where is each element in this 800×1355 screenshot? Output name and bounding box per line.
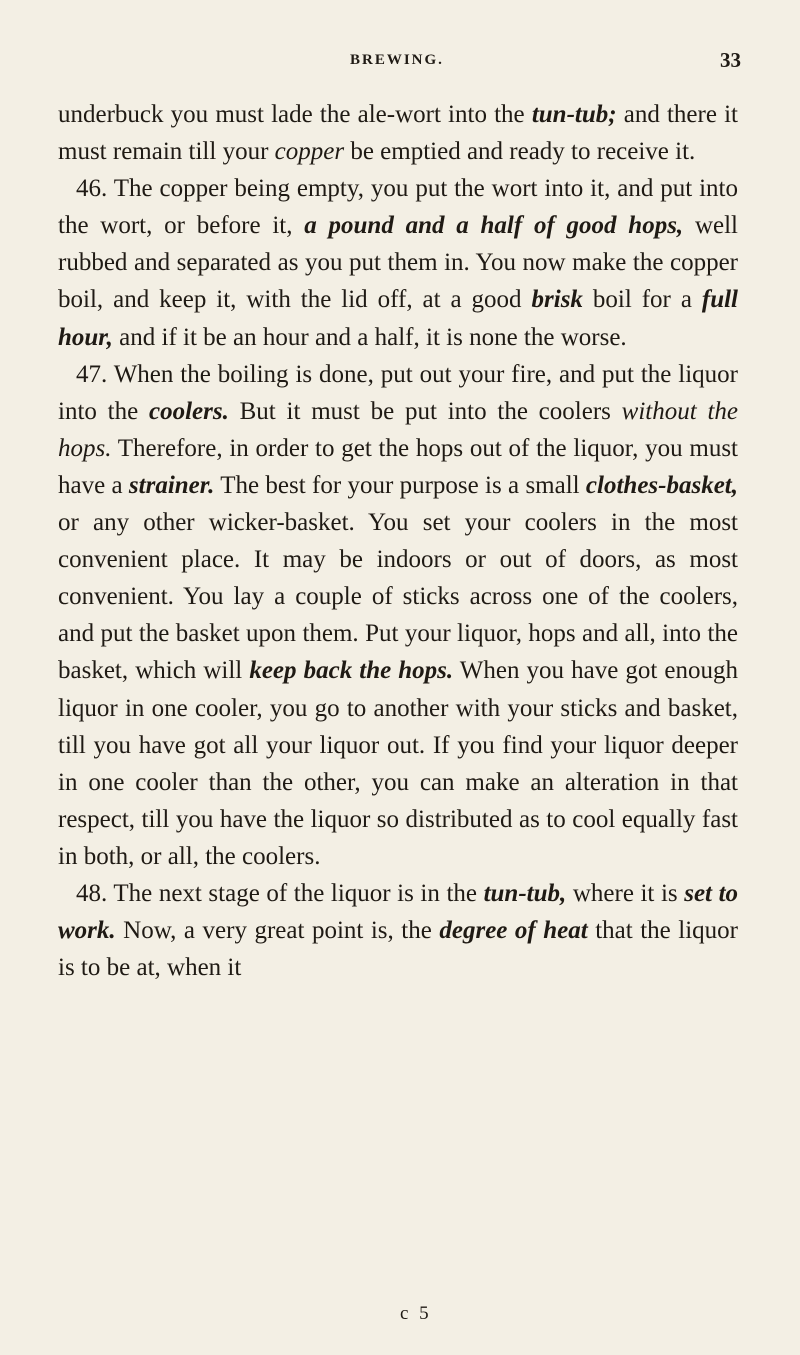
body-text <box>58 96 738 986</box>
text-run: But it must be put into the coolers <box>228 397 622 425</box>
text-run: where it is <box>566 879 685 907</box>
text-run: When you have got enough liquor in one cooler, you go to another with your sticks and basket, till you have got all your liquor out. If you find your liquor deeper in one cooler than the other, you can make an alteration in that respect, till you have the liquor so distributed as to cool equally fast in both, or all, the coolers. <box>58 657 739 870</box>
paragraph-48 <box>58 875 738 986</box>
text-run: underbuck you must lade the ale-wort into the <box>58 101 532 128</box>
text-run: The best for your purpose is a small <box>214 471 586 499</box>
text-run: 48. The next stage of the liquor is in the <box>76 879 484 907</box>
text-run: Now, a very great point is, the <box>115 917 440 945</box>
page-number: 33 <box>720 48 741 72</box>
italic-phrase: without the hops. <box>58 397 738 462</box>
text-run: that the liquor is to be at, when it <box>58 917 739 982</box>
paragraph-continued <box>58 96 738 170</box>
text-run: Therefore, in order to get the hops out of the liquor, you must have a <box>58 434 738 499</box>
emphasized-phrase: coolers. <box>149 397 229 425</box>
emphasized-phrase: brisk <box>531 286 583 314</box>
text-run: be emptied and ready to receive it. <box>344 138 696 166</box>
italic-phrase: copper <box>274 138 345 166</box>
signature-mark: c 5 <box>400 1303 432 1324</box>
emphasized-phrase: clothes-basket, <box>585 471 738 499</box>
emphasized-phrase: set to work. <box>58 879 739 945</box>
running-head: BREWING. <box>350 52 444 68</box>
emphasized-phrase: tun-tub; <box>531 101 617 128</box>
text-run: 46. The copper being empty, you put the wort into it, and put into the wort, or before it, <box>58 175 738 240</box>
text-run: well rubbed and separated as you put them in. You now make the copper boil, and keep it, with the lid off, at a good <box>58 212 738 314</box>
text-run: or any other wicker-basket. You set your coolers in the most convenient place. It may be indoors or out of doors, as most convenient. You lay a couple of sticks across one of the coolers, and put the basket upon them. Put your liquor, hops and all, into the basket, which will <box>58 509 738 685</box>
text-run: 47. When the boiling is done, put out your fire, and put the liquor into the <box>58 360 738 425</box>
emphasized-phrase: tun-tub, <box>483 879 567 907</box>
emphasized-phrase: strainer. <box>128 471 215 499</box>
page-header <box>0 48 800 92</box>
paragraph-47 <box>58 356 738 875</box>
paragraph-46 <box>58 170 738 355</box>
emphasized-phrase: degree of heat <box>439 917 588 945</box>
text-run: and there it must remain till your <box>58 101 739 166</box>
emphasized-phrase: a pound and a half of good hops, <box>304 212 684 240</box>
emphasized-phrase: keep back the hops. <box>249 657 454 685</box>
text-run: and if it be an hour and a half, it is none the worse. <box>112 323 627 351</box>
text-run: boil for a <box>582 286 702 314</box>
emphasized-phrase: full hour, <box>58 286 738 351</box>
